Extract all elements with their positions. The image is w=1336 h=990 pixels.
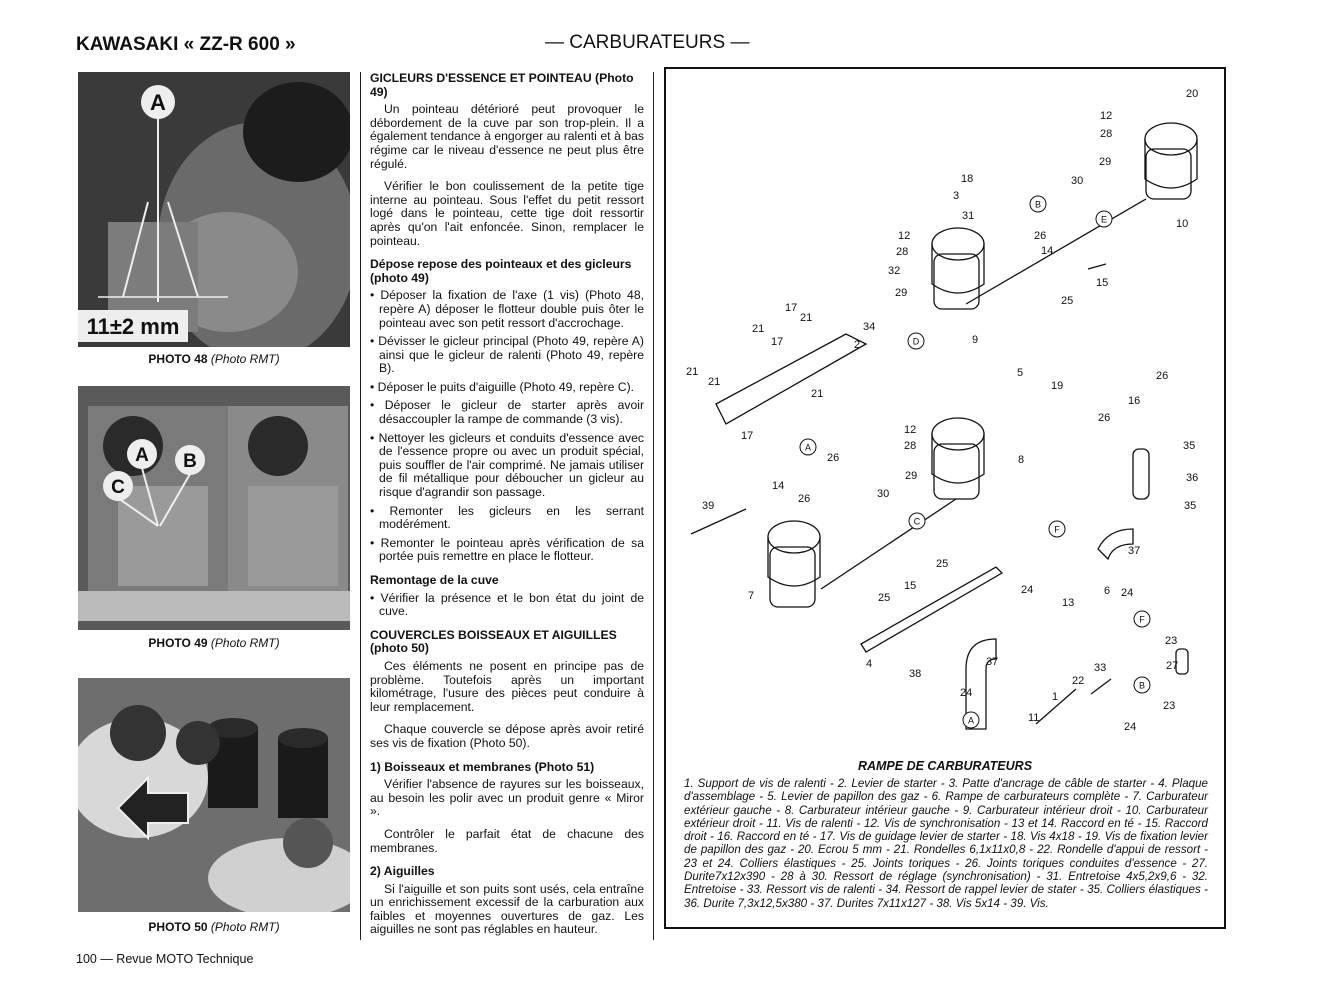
part-label-23: 23: [1163, 700, 1176, 712]
photo49-marker-c: C: [111, 477, 125, 498]
part-label-18: 18: [961, 173, 974, 185]
part-label-37: 37: [986, 656, 999, 668]
part-label-36: 36: [1186, 472, 1199, 484]
part-label-19: 19: [1051, 380, 1064, 392]
list-item: • Vérifier la présence et le bon état du joint de cuve.: [370, 590, 644, 619]
page-footer: 100 — Revue MOTO Technique: [76, 952, 254, 966]
exploded-diagram-panel: [664, 67, 1226, 929]
carburetor-7-drawing: [768, 521, 820, 607]
part-label-29: 29: [1099, 156, 1112, 168]
part-label-8: 8: [1018, 454, 1025, 466]
caption-number: 50: [194, 920, 208, 934]
part-label-21: 21: [686, 366, 699, 378]
part-label-29: 29: [895, 287, 908, 299]
part-label-26: 26: [1034, 230, 1047, 242]
photo-49: [78, 386, 350, 630]
carburetor-covers-photo-image: [78, 678, 350, 912]
caption-credit: (Photo RMT): [210, 352, 280, 366]
part-label-25: 25: [878, 592, 891, 604]
part-label-21: 21: [752, 323, 765, 335]
part-label-31: 31: [962, 210, 975, 222]
circled-marker-A: A: [804, 442, 812, 453]
diagram-circled-markers: [800, 196, 1150, 728]
diagram-title: RAMPE DE CARBURATEURS: [857, 759, 1033, 773]
part-label-24: 24: [1121, 587, 1134, 599]
part-label-26: 26: [1156, 370, 1169, 382]
photo48-measure-label: 11±2 mm: [86, 314, 180, 339]
photo48-marker-a: A: [150, 90, 166, 115]
carburetor-photo-image: [78, 72, 350, 347]
carburetor-jets-photo-image: [78, 386, 350, 630]
bullet-list: [370, 289, 644, 564]
part-label-24: 24: [1124, 721, 1137, 733]
section-title-aiguilles: 2) Aiguilles: [370, 864, 435, 879]
circled-marker-A: A: [967, 715, 975, 726]
paragraph: Ces éléments ne posent en principe pas de problème. Toutefois après un important kilométrage, l'usure des pièces peut conduire à leur remplacement.: [370, 658, 644, 714]
part-label-30: 30: [877, 488, 890, 500]
part-label-14: 14: [1041, 245, 1054, 257]
text-column: [370, 72, 644, 946]
part-label-27: 27: [1166, 660, 1179, 672]
part-label-16: 16: [1128, 395, 1141, 407]
photo-49-caption: [78, 636, 350, 650]
part-label-28: 28: [904, 440, 917, 452]
part-label-26: 26: [798, 493, 811, 505]
part-label-12: 12: [898, 230, 911, 242]
circled-marker-D: D: [912, 336, 920, 347]
column-divider-left: [360, 72, 361, 940]
photo-48: [78, 72, 350, 347]
part-label-35: 35: [1184, 500, 1197, 512]
part-label-21: 21: [811, 388, 824, 400]
list-item: • Remonter les gicleurs en les serrant modérément.: [370, 503, 644, 532]
paragraph: Contrôler le parfait état de chacune des membranes.: [370, 826, 644, 855]
carburetor-rack-diagram: [666, 69, 1224, 754]
photo-48-caption: [78, 352, 350, 366]
caption-credit: (Photo RMT): [210, 636, 280, 650]
part-label-25: 25: [1061, 295, 1074, 307]
paragraph: Chaque couvercle se dépose après avoir retiré ses vis de fixation (Photo 50).: [370, 722, 644, 750]
caption-number: 49: [194, 636, 208, 650]
part-label-15: 15: [904, 580, 917, 592]
part-label-17: 17: [741, 430, 754, 442]
column-divider-right: [653, 72, 654, 940]
diagram-part-labels: [686, 88, 1198, 733]
carburetor-10-drawing: [1145, 123, 1197, 199]
circled-marker-B: B: [1034, 199, 1042, 210]
part-label-12: 12: [1100, 110, 1113, 122]
section-title-couvercles: COUVERCLES BOISSEAUX ET AIGUILLES (photo 50): [370, 627, 617, 656]
part-label-26: 26: [1098, 412, 1111, 424]
photo49-marker-a: A: [135, 445, 149, 466]
diagram-legend: 1. Support de vis de ralenti - 2. Levier de starter - 3. Patte d'ancrage de câble de starter - 4. Plaque d'assemblage - 5. Levier de papillon des gaz - 6. Rampe de carburateurs complète - 7. Carburateur extérieur gauche - 8. Carburateur intérieur gauche - 9. Carburateur intérieur droit - 10. Carburateur extérieur droit - 11. Vis de ralenti - 12. Vis de synchronisation - 13 et 14. Raccord en té - 15. Raccord droit - 16. Raccord en té - 17. Vis de guidage levier de starter - 18. Vis 4x18 - 19. Vis de fixation levier de papillon des gaz - 20. Ecrou 5 mm - 21. Rondelles 6,1x11x0,8 - 22. Rondelle d'appui de ressort - 23 et 24. Colliers élastiques - 25. Joints toriques - 26. Joints toriques conduites d'essence - 27. Durite7x12x390 - 28 à 30. Ressort de réglage (synchronisation) - 31. Entretoise 4x5,2x9,6 - 32. Entretoise - 33. Ressort vis de ralenti - 34. Ressort de rappel levier de stater - 35. Colliers élastiques - 36. Durite 7,3x12,5x380 - 37. Durites 7x11x127 - 38. Vis 5x14 - 39. Vis.: [684, 777, 1208, 910]
part-label-26: 26: [827, 452, 840, 464]
list-item: • Déposer la fixation de l'axe (1 vis) (Photo 48, repère A) déposer le flotteur double puis ôter le pointeau avec son petit ressort d'accrochage.: [370, 288, 644, 330]
circled-marker-F: F: [1139, 614, 1145, 625]
photo49-marker-b: B: [183, 451, 197, 472]
part-label-35: 35: [1183, 440, 1196, 452]
part-label-15: 15: [1096, 277, 1109, 289]
part-label-28: 28: [1100, 128, 1113, 140]
page-header-section: — CARBURATEURS —: [545, 32, 750, 53]
part-label-17: 17: [771, 336, 784, 348]
carburetor-9-drawing: [932, 228, 984, 309]
list-item: • Nettoyer les gicleurs et conduits d'essence avec de l'essence propre ou avec un produit spécial, puis souffler de l'air comprimé. Ne jamais utiliser de fil métallique pour déboucher un gicleur au risque d'agrandir son passage.: [370, 430, 644, 500]
part-label-21: 21: [800, 312, 813, 324]
part-label-33: 33: [1094, 662, 1107, 674]
part-label-11: 11: [1028, 712, 1040, 724]
caption-label: PHOTO: [148, 352, 191, 366]
part-label-32: 32: [888, 265, 901, 277]
bullet-list: [370, 592, 644, 619]
part-label-9: 9: [972, 334, 979, 346]
caption-number: 48: [194, 352, 208, 366]
part-label-29: 29: [905, 470, 918, 482]
part-label-37: 37: [1128, 545, 1141, 557]
section-title-boisseaux: 1) Boisseaux et membranes (Photo 51): [370, 759, 595, 774]
part-label-10: 10: [1176, 218, 1189, 230]
circled-marker-C: C: [913, 516, 921, 527]
part-label-25: 25: [936, 558, 949, 570]
part-label-22: 22: [1072, 675, 1085, 687]
caption-label: PHOTO: [148, 920, 191, 934]
paragraph: Vérifier le bon coulissement de la petite tige interne au pointeau. Sous l'effet du petit ressort logé dans le pointeau, cette tige doit ressortir après qu'on l'ait enfoncée. Sinon, remplacer le pointeau.: [370, 179, 644, 248]
caption-credit: (Photo RMT): [210, 920, 280, 934]
paragraph: Si l'aiguille et son puits sont usés, cela entraîne un enrichissement excessif de la carburation aux faibles et moyennes ouvertures de gaz. Les aiguilles ne sont pas réglables en hauteur.: [370, 881, 644, 937]
part-label-21: 21: [708, 376, 721, 388]
part-label-34: 34: [863, 321, 876, 333]
part-label-2: 2: [854, 339, 861, 351]
part-label-24: 24: [1021, 584, 1034, 596]
section-title-depose: Dépose repose des pointeaux et des gicleurs (photo 49): [370, 257, 632, 285]
section-title-remontage: Remontage de la cuve: [370, 573, 499, 587]
part-label-3: 3: [953, 190, 960, 202]
caption-label: PHOTO: [148, 636, 191, 650]
part-label-4: 4: [866, 658, 873, 670]
list-item: • Dévisser le gicleur principal (Photo 49, repère A) ainsi que le gicleur de ralenti (Photo 49, repère B).: [370, 334, 644, 376]
section-title-gicleurs: GICLEURS D'ESSENCE ET POINTEAU (Photo 49): [370, 71, 634, 99]
part-label-38: 38: [909, 668, 922, 680]
page-header-brand: KAWASAKI « ZZ-R 600 »: [76, 34, 296, 55]
circled-marker-F: F: [1054, 524, 1060, 535]
part-label-1: 1: [1052, 691, 1059, 703]
part-label-5: 5: [1017, 367, 1024, 379]
part-label-39: 39: [702, 500, 715, 512]
paragraph: Vérifier l'absence de rayures sur les boisseaux, au besoin les polir avec un produit genre « Miror ».: [370, 777, 644, 819]
circled-marker-B: B: [1138, 680, 1146, 691]
photo-50-caption: [78, 920, 350, 934]
list-item: • Remonter le pointeau après vérification de sa portée puis remettre en place le flotteur.: [370, 535, 644, 564]
part-label-30: 30: [1071, 175, 1084, 187]
paragraph: Un pointeau détérioré peut provoquer le débordement de la cuve par son trop-plein. Il a également tendance à engorger au ralenti et à bas régime car le niveau d'essence ne peut plus être régulé.: [370, 102, 644, 171]
part-label-23: 23: [1165, 635, 1178, 647]
carburetor-8-drawing: [932, 418, 984, 499]
part-label-6: 6: [1104, 585, 1111, 597]
part-label-20: 20: [1186, 88, 1199, 100]
list-item: • Déposer le gicleur de starter après avoir désaccoupler la rampe de commande (3 vis).: [370, 398, 644, 427]
part-label-12: 12: [904, 424, 917, 436]
part-label-13: 13: [1062, 597, 1075, 609]
part-label-17: 17: [785, 302, 798, 314]
part-label-14: 14: [772, 480, 785, 492]
part-label-7: 7: [748, 590, 755, 602]
part-label-28: 28: [896, 246, 909, 258]
photo-50: [78, 678, 350, 912]
part-label-24: 24: [960, 687, 973, 699]
list-item: • Déposer le puits d'aiguille (Photo 49, repère C).: [370, 379, 635, 394]
circled-marker-E: E: [1100, 214, 1108, 225]
